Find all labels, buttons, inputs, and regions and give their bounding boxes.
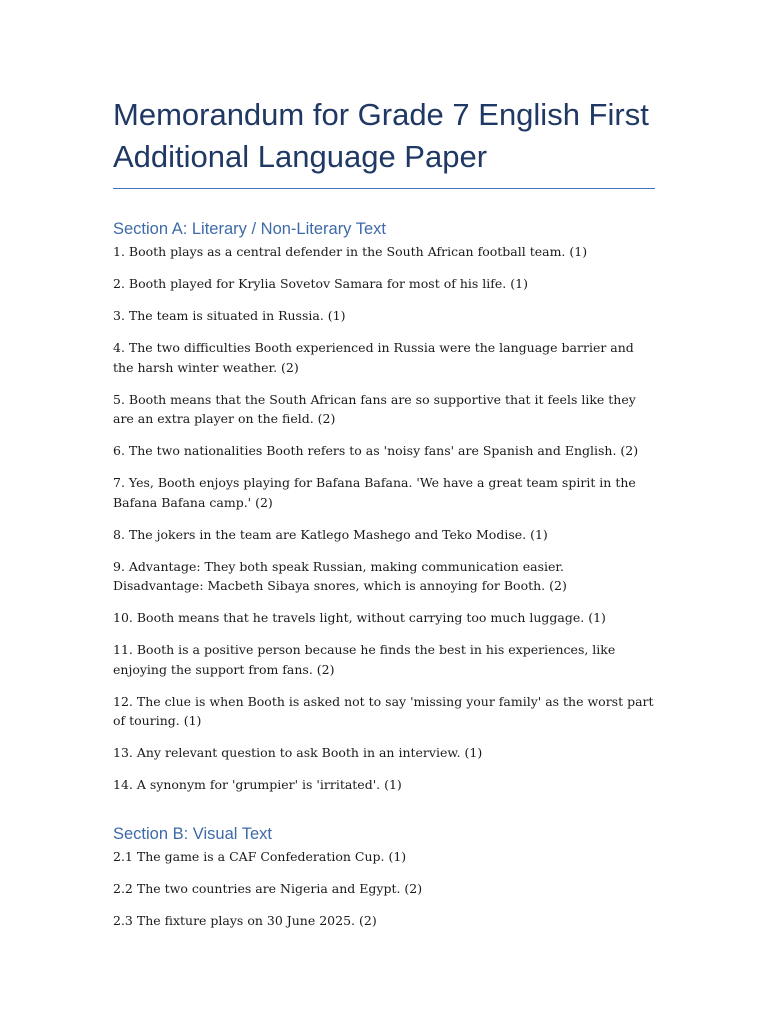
answer-item: 4. The two difficulties Booth experienced in Russia were the language barrier and the harsh winter weather. (2): [113, 340, 634, 375]
answer-item: 12. The clue is when Booth is asked not to say 'missing your family' as the worst part of touring. (1): [113, 693, 654, 728]
answer-item: 10. Booth means that he travels light, without carrying too much luggage. (1): [113, 610, 606, 625]
answer-item: 5. Booth means that the South African fans are so supportive that it feels like they are an extra player on the field. (2): [113, 391, 636, 426]
answer-item: 2. Booth played for Krylia Sovetov Samara for most of his life. (1): [113, 276, 528, 291]
answer-item: 7. Yes, Booth enjoys playing for Bafana Bafana. 'We have a great team spirit in the Bafana Bafana camp.' (2): [113, 475, 636, 510]
section-b-answers: [113, 847, 655, 931]
answer-item: 3. The team is situated in Russia. (1): [113, 308, 346, 323]
answer-item: 8. The jokers in the team are Katlego Mashego and Teko Modise. (1): [113, 526, 548, 542]
answer-item: 9. Advantage: They both speak Russian, making communication easier. Disadvantage: Macbeth Sibaya snores, which is annoying for Booth. (2): [113, 558, 567, 593]
answer-item: 2.2 The two countries are Nigeria and Egypt. (2): [113, 880, 423, 896]
answer-item: 11. Booth is a positive person because he finds the best in his experiences, like enjoying the support from fans. (2): [113, 642, 616, 677]
section-a-answers: [113, 242, 655, 795]
page-title: Memorandum for Grade 7 English First Additional Language Paper: [113, 94, 655, 189]
answer-item: 6. The two nationalities Booth refers to as 'noisy fans' are Spanish and English. (2): [113, 443, 639, 458]
answer-item: 2.1 The game is a CAF Confederation Cup. (1): [113, 848, 407, 864]
answer-item: 14. A synonym for 'grumpier' is 'irritated'. (1): [113, 777, 402, 792]
answer-item: 13. Any relevant question to ask Booth in an interview. (1): [113, 745, 483, 760]
answer-item: 2.3 The fixture plays on 30 June 2025. (2): [113, 912, 377, 928]
section-b-heading: Section B: Visual Text: [113, 824, 272, 843]
answer-item: 1. Booth plays as a central defender in the South African football team. (1): [113, 244, 588, 259]
section-a-heading: Section A: Literary / Non-Literary Text: [113, 220, 386, 238]
